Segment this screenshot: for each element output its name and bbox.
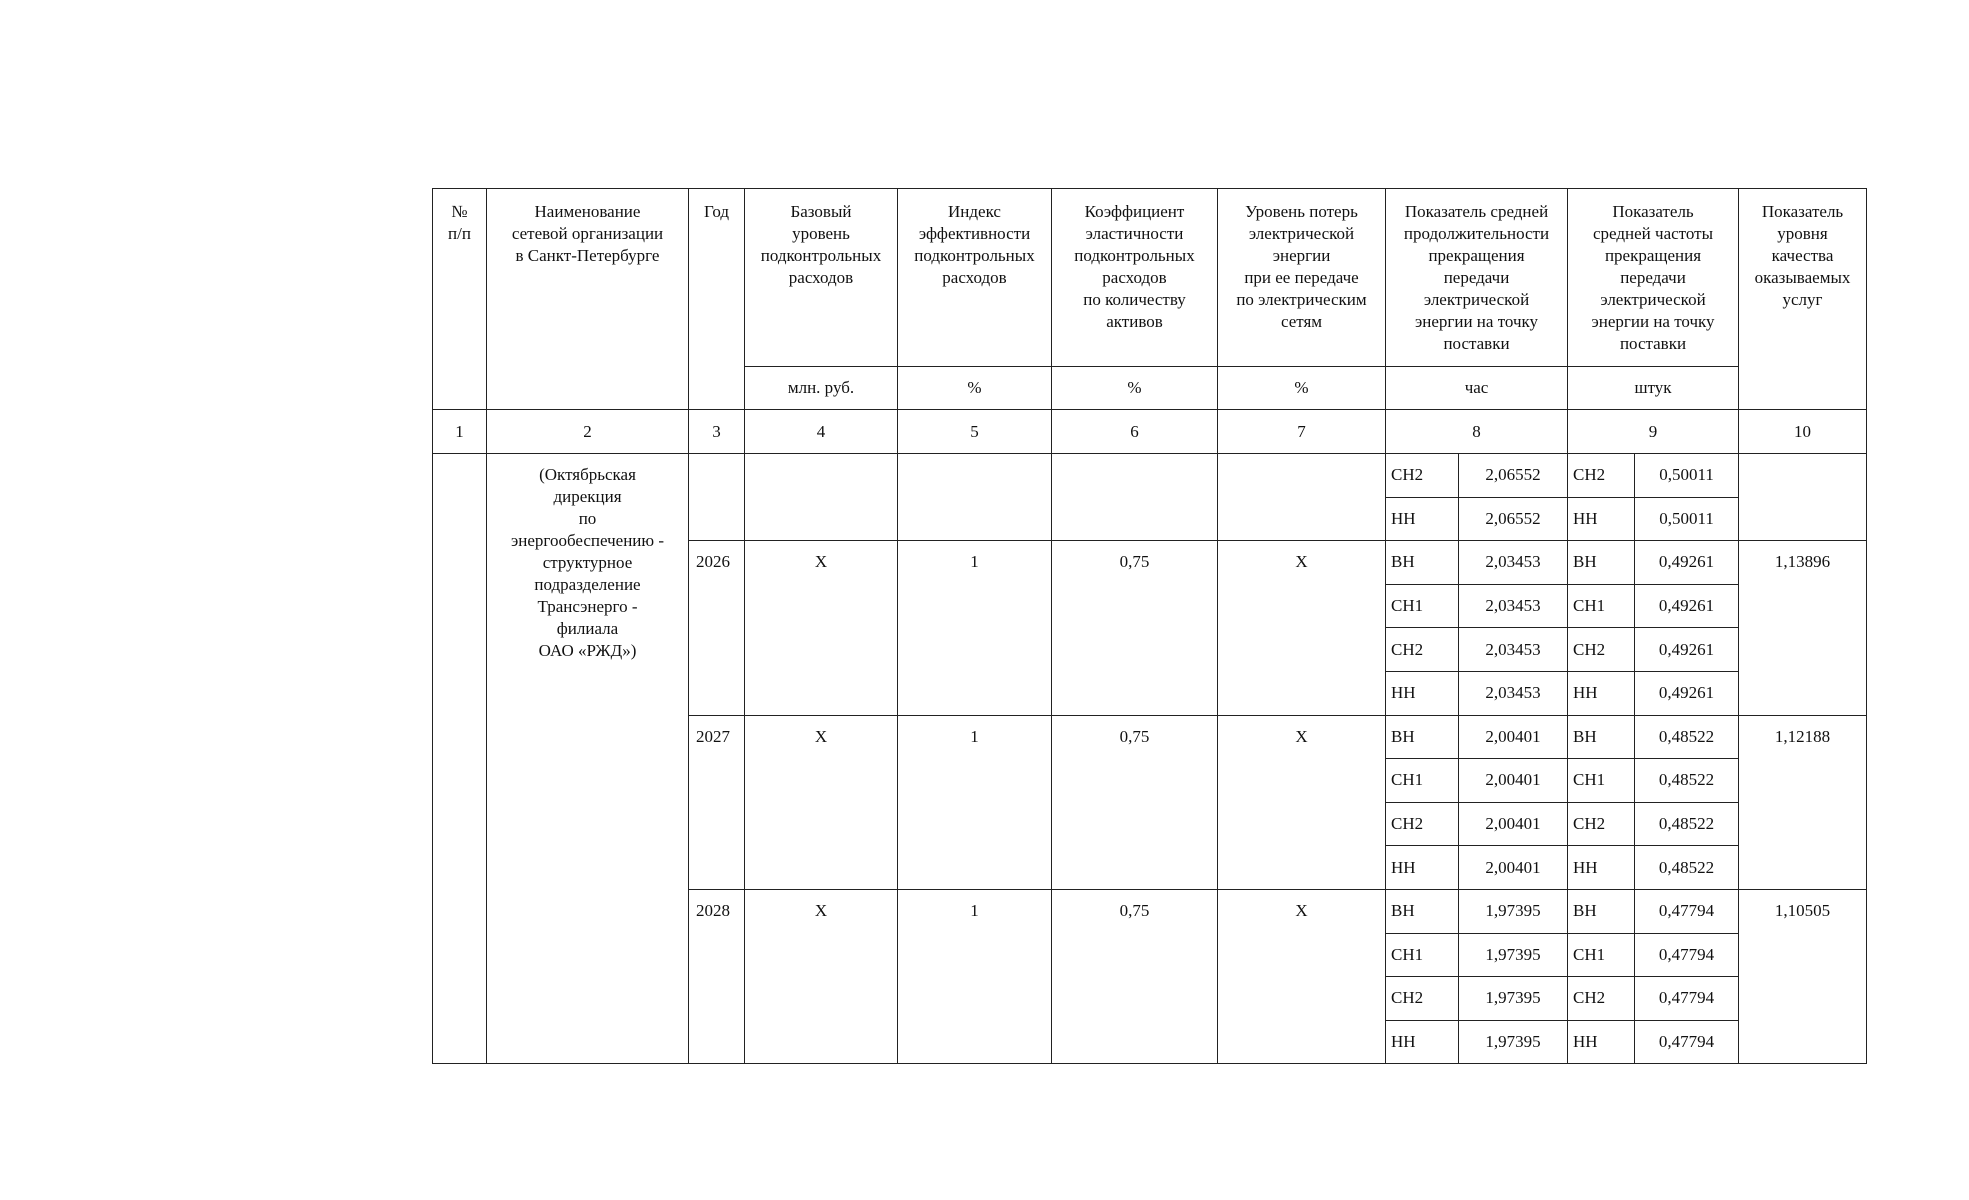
frequency-value: 0,49261 [1635, 584, 1739, 628]
column-number: 3 [689, 410, 745, 454]
header-avg-duration [1386, 189, 1568, 367]
frequency-value: 0,49261 [1635, 671, 1739, 715]
duration-voltage-level: СН1 [1386, 759, 1459, 803]
duration-value: 2,03453 [1459, 628, 1568, 672]
column-number: 10 [1739, 410, 1867, 454]
year-cell [689, 454, 745, 541]
table-row [433, 454, 1867, 498]
frequency-voltage-level: СН2 [1568, 628, 1635, 672]
header-service-quality-text: Показатель уровня качества оказываемых услуг [1754, 202, 1851, 309]
elasticity-cell: 0,75 [1052, 541, 1218, 715]
frequency-voltage-level: НН [1568, 1020, 1635, 1064]
column-number: 6 [1052, 410, 1218, 454]
organization-cell [487, 454, 689, 1064]
efficiency-index-cell: 1 [898, 541, 1052, 715]
year-cell: 2028 [689, 889, 745, 1063]
frequency-voltage-level: СН2 [1568, 802, 1635, 846]
elasticity-cell: 0,75 [1052, 715, 1218, 889]
duration-value: 2,06552 [1459, 454, 1568, 498]
duration-value: 2,00401 [1459, 715, 1568, 759]
column-number: 7 [1218, 410, 1386, 454]
duration-voltage-level: НН [1386, 671, 1459, 715]
efficiency-index-cell: 1 [898, 889, 1052, 1063]
duration-value: 1,97395 [1459, 933, 1568, 977]
unit-avg-frequency: штук [1568, 367, 1739, 410]
duration-value: 1,97395 [1459, 977, 1568, 1021]
unit-loss-level: % [1218, 367, 1386, 410]
header-organization-text: Наименование сетевой организации в Санкт-Петербурге [511, 202, 664, 265]
organization-name: (Октябрьская дирекция по энергообеспечению - структурное подразделение Трансэнерго - филиала ОАО «РЖД») [510, 465, 665, 660]
efficiency-index-cell: 1 [898, 715, 1052, 889]
unit-elasticity-coefficient: % [1052, 367, 1218, 410]
base-level-cell: X [745, 715, 898, 889]
service-quality-cell [1739, 454, 1867, 541]
year-cell: 2027 [689, 715, 745, 889]
column-number: 5 [898, 410, 1052, 454]
unit-avg-duration: час [1386, 367, 1568, 410]
header-number-text: № п/п [448, 202, 471, 243]
header-service-quality [1739, 189, 1867, 410]
duration-voltage-level: НН [1386, 1020, 1459, 1064]
frequency-voltage-level: ВН [1568, 889, 1635, 933]
header-base-level-text: Базовый уровень подконтрольных расходов [760, 202, 882, 287]
duration-voltage-level: СН2 [1386, 977, 1459, 1021]
elasticity-cell [1052, 454, 1218, 541]
header-number [433, 189, 487, 410]
duration-voltage-level: ВН [1386, 541, 1459, 585]
duration-value: 2,06552 [1459, 497, 1568, 541]
service-quality-cell: 1,10505 [1739, 889, 1867, 1063]
column-number: 9 [1568, 410, 1739, 454]
elasticity-cell: 0,75 [1052, 889, 1218, 1063]
duration-voltage-level: СН2 [1386, 628, 1459, 672]
header-elasticity-coefficient [1052, 189, 1218, 367]
column-number: 8 [1386, 410, 1568, 454]
header-efficiency-index-text: Индекс эффективности подконтрольных расходов [914, 202, 1035, 287]
frequency-value: 0,49261 [1635, 541, 1739, 585]
loss-level-cell: X [1218, 889, 1386, 1063]
frequency-value: 0,49261 [1635, 628, 1739, 672]
frequency-voltage-level: СН1 [1568, 933, 1635, 977]
service-quality-cell: 1,12188 [1739, 715, 1867, 889]
frequency-voltage-level: СН1 [1568, 759, 1635, 803]
service-quality-cell: 1,13896 [1739, 541, 1867, 715]
duration-voltage-level: НН [1386, 497, 1459, 541]
base-level-cell: X [745, 889, 898, 1063]
header-efficiency-index [898, 189, 1052, 367]
duration-value: 2,03453 [1459, 541, 1568, 585]
duration-voltage-level: ВН [1386, 715, 1459, 759]
base-level-cell: X [745, 541, 898, 715]
duration-voltage-level: ВН [1386, 889, 1459, 933]
frequency-value: 0,48522 [1635, 846, 1739, 890]
duration-voltage-level: СН2 [1386, 802, 1459, 846]
column-number: 2 [487, 410, 689, 454]
header-year-text: Год [704, 202, 729, 221]
frequency-value: 0,47794 [1635, 1020, 1739, 1064]
frequency-voltage-level: ВН [1568, 541, 1635, 585]
duration-value: 2,00401 [1459, 802, 1568, 846]
column-number: 4 [745, 410, 898, 454]
frequency-voltage-level: НН [1568, 671, 1635, 715]
frequency-value: 0,50011 [1635, 454, 1739, 498]
duration-value: 2,00401 [1459, 846, 1568, 890]
duration-voltage-level: НН [1386, 846, 1459, 890]
header-base-level [745, 189, 898, 367]
header-organization [487, 189, 689, 410]
header-avg-duration-text: Показатель средней продолжительности прекращения передачи электрической энергии на точку поставки [1403, 202, 1550, 353]
loss-level-cell [1218, 454, 1386, 541]
column-number-row [433, 410, 1867, 454]
frequency-value: 0,48522 [1635, 802, 1739, 846]
frequency-voltage-level: СН2 [1568, 977, 1635, 1021]
header-avg-frequency-text: Показатель средней частоты прекращения передачи электрической энергии на точку поставки [1591, 202, 1715, 353]
duration-voltage-level: СН1 [1386, 584, 1459, 628]
column-number: 1 [433, 410, 487, 454]
frequency-value: 0,47794 [1635, 977, 1739, 1021]
duration-value: 1,97395 [1459, 889, 1568, 933]
duration-voltage-level: СН1 [1386, 933, 1459, 977]
frequency-value: 0,50011 [1635, 497, 1739, 541]
loss-level-cell: X [1218, 541, 1386, 715]
frequency-value: 0,47794 [1635, 889, 1739, 933]
tariff-parameters-table [432, 188, 1867, 1064]
base-level-cell [745, 454, 898, 541]
duration-value: 2,03453 [1459, 671, 1568, 715]
frequency-voltage-level: НН [1568, 846, 1635, 890]
header-elasticity-coefficient-text: Коэффициент эластичности подконтрольных расходов по количеству активов [1074, 202, 1195, 331]
loss-level-cell: X [1218, 715, 1386, 889]
header-loss-level [1218, 189, 1386, 367]
frequency-value: 0,48522 [1635, 759, 1739, 803]
frequency-voltage-level: СН2 [1568, 454, 1635, 498]
frequency-value: 0,48522 [1635, 715, 1739, 759]
duration-value: 2,03453 [1459, 584, 1568, 628]
duration-value: 1,97395 [1459, 1020, 1568, 1064]
unit-base-level: млн. руб. [745, 367, 898, 410]
unit-efficiency-index: % [898, 367, 1052, 410]
row-number-cell [433, 454, 487, 1064]
frequency-voltage-level: НН [1568, 497, 1635, 541]
duration-voltage-level: СН2 [1386, 454, 1459, 498]
header-avg-frequency [1568, 189, 1739, 367]
duration-value: 2,00401 [1459, 759, 1568, 803]
header-year [689, 189, 745, 410]
year-cell: 2026 [689, 541, 745, 715]
frequency-voltage-level: СН1 [1568, 584, 1635, 628]
frequency-voltage-level: ВН [1568, 715, 1635, 759]
frequency-value: 0,47794 [1635, 933, 1739, 977]
efficiency-index-cell [898, 454, 1052, 541]
header-loss-level-text: Уровень потерь электрической энергии при ее передаче по электрическим сетям [1236, 202, 1367, 331]
